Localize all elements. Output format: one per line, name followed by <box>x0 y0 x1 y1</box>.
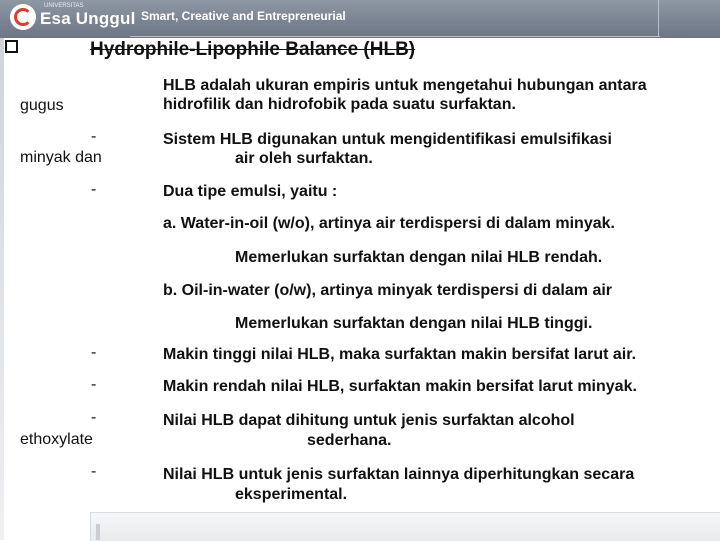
text-line: Dua tipe emulsi, yaitu : <box>163 183 338 200</box>
text-line: Nilai HLB untuk jenis surfaktan lainnya diperhitungkan secara <box>163 466 635 483</box>
text-line: Memerlukan surfaktan dengan nilai HLB tinggi. <box>235 315 593 332</box>
logo-small-text: UNIVERSITAS <box>44 3 84 9</box>
text-line: HLB adalah ukuran empiris untuk mengetahui hubungan antara <box>163 77 647 94</box>
left-label-gugus: gugus <box>20 97 64 114</box>
university-logo-icon <box>10 4 36 30</box>
university-name: Esa Unggul <box>40 9 136 28</box>
bullet-dash: - <box>91 128 97 145</box>
square-bullet-icon <box>5 40 18 53</box>
bullet-dash: - <box>91 409 97 426</box>
left-label-minyak-dan: minyak dan <box>20 149 102 166</box>
header-divider <box>130 36 660 37</box>
text-line: air oleh surfaktan. <box>235 150 373 167</box>
bottom-decorative-notch <box>96 524 100 540</box>
text-line: b. Oil-in-water (o/w), artinya minyak terdispersi di dalam air <box>163 282 613 299</box>
text-line: Memerlukan surfaktan dengan nilai HLB rendah. <box>235 249 603 266</box>
left-label-ethoxylate: ethoxylate <box>20 431 93 448</box>
text-line: hidrofilik dan hidrofobik pada suatu surfaktan. <box>163 96 516 113</box>
bullet-dash: - <box>91 181 97 198</box>
header-bar <box>0 0 720 38</box>
text-line: Sistem HLB digunakan untuk mengidentifikasi emulsifikasi <box>163 131 612 148</box>
bottom-decorative-band <box>90 512 720 541</box>
text-line: Makin rendah nilai HLB, surfaktan makin bersifat larut minyak. <box>163 378 637 395</box>
header-frame-line <box>652 0 659 36</box>
text-line: a. Water-in-oil (w/o), artinya air terdispersi di dalam minyak. <box>163 215 615 232</box>
bullet-dash: - <box>91 344 97 361</box>
text-line: eksperimental. <box>235 486 348 503</box>
left-decorative-bar <box>0 38 4 540</box>
slide-title: Hydrophile-Lipophile Balance (HLB) <box>90 39 416 60</box>
bullet-dash: - <box>91 463 97 480</box>
text-line: Makin tinggi nilai HLB, maka surfaktan makin bersifat larut air. <box>163 346 637 363</box>
text-line: sederhana. <box>307 432 392 449</box>
bullet-dash: - <box>91 376 97 393</box>
text-line: Nilai HLB dapat dihitung untuk jenis surfaktan alcohol <box>163 412 575 429</box>
header-tagline: Smart, Creative and Entrepreneurial <box>141 9 346 23</box>
